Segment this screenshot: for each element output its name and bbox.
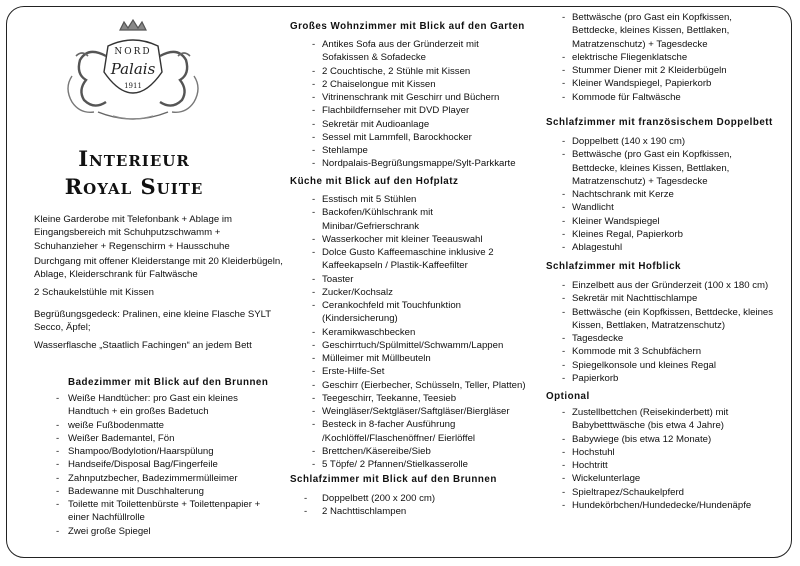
list-item: - Dolce Gusto Kaffeemaschine inklusive 2 Kaffeekapseln / Plastik-Kaffeefilter <box>312 246 528 273</box>
section-heading-schlafzimmer-franzoesisch: Schlafzimmer mit französischem Doppelbett <box>546 117 773 128</box>
list-item: - Papierkorb <box>562 372 776 385</box>
list-item: - 5 Töpfe/ 2 Pfannen/Stielkasserolle <box>312 458 528 471</box>
list-item: - 2 Chaiselongue mit Kissen <box>312 78 528 91</box>
page-title-line1: Interieur <box>78 146 190 171</box>
list-item: - Handseife/Disposal Bag/Fingerfeile <box>56 458 266 471</box>
list-item: - Kommode mit 3 Schubfächern <box>562 345 776 358</box>
intro-paragraph: Begrüßungsgedeck: Pralinen, eine kleine Flasche SYLT Secco, Äpfel; <box>34 309 271 334</box>
list-item: - Antikes Sofa aus der Gründerzeit mit Sofakissen & Sofadecke <box>312 38 528 65</box>
page-title-line2: Royal Suite <box>64 174 204 199</box>
list-item: - Ablagestuhl <box>562 241 776 254</box>
list-item: - Brettchen/Käsereibe/Sieb <box>312 445 528 458</box>
list-item: - Sekretär mit Audioanlage <box>312 118 528 131</box>
list-item: - Esstisch mit 5 Stühlen <box>312 193 528 206</box>
list-item: - Wickelunterlage <box>562 472 776 485</box>
list-item: - Bettwäsche (pro Gast ein Kopfkissen, Bettdecke, kleines Kissen, Bettlaken, Matratzenschutz) + Tagesdecke <box>562 11 776 51</box>
list-item: - Kleiner Wandspiegel, Papierkorb <box>562 77 776 90</box>
list-item: - Keramikwaschbecken <box>312 326 528 339</box>
list-item: - Tagesdecke <box>562 332 776 345</box>
list-item: - Hochstuhl <box>562 446 776 459</box>
nord-palais-logo <box>58 16 208 128</box>
section-heading-schlafzimmer-brunnen: Schlafzimmer mit Blick auf den Brunnen <box>290 474 497 485</box>
list-item: - Stummer Diener mit 2 Kleiderbügeln <box>562 64 776 77</box>
section-heading-wohnzimmer: Großes Wohnzimmer mit Blick auf den Garten <box>290 21 525 32</box>
list-item: - Geschirrtuch/Spülmittel/Schwamm/Lappen <box>312 339 528 352</box>
list-item: - Bettwäsche (ein Kopfkissen, Bettdecke, kleines Kissen, Bettlaken, Matratzenschutz) <box>562 306 776 333</box>
list-schlafzimmer-brunnen-continued <box>562 11 776 104</box>
intro-paragraph: Wasserflasche „Staatlich Fachingen“ an jedem Bett <box>34 340 252 351</box>
section-heading-optional: Optional <box>546 391 590 402</box>
logo-palais-text: Palais <box>110 60 156 78</box>
list-item: - Weiße Handtücher: pro Gast ein kleines Handtuch + ein großes Badetuch <box>56 392 266 419</box>
list-item: - Nachtschrank mit Kerze <box>562 188 776 201</box>
intro-paragraph: Kleine Garderobe mit Telefonbank + Ablage im Eingangsbereich mit Schuhputzschwamm + Schuhanzieher + Regenschirm + Hausschuhe <box>34 214 232 252</box>
list-item: - Zwei große Spiegel <box>56 525 266 538</box>
list-item: - Zustellbettchen (Reisekinderbett) mit Babybetttwäsche (bis etwa 4 Jahre) <box>562 406 776 433</box>
list-schlafzimmer-brunnen <box>304 492 520 519</box>
list-item: - Weingläser/Sektgläser/Saftgläser/Biergläser <box>312 405 528 418</box>
section-heading-schlafzimmer-hof: Schlafzimmer mit Hofblick <box>546 261 681 272</box>
list-item: - Hochtritt <box>562 459 776 472</box>
logo-year-text: 1911 <box>124 82 142 90</box>
list-item: - Badewanne mit Duschhalterung <box>56 485 266 498</box>
list-item: - Toaster <box>312 273 528 286</box>
list-item: - Zahnputzbecher, Badezimmermülleimer <box>56 472 266 485</box>
intro-paragraph: 2 Schaukelstühle mit Kissen <box>34 287 154 298</box>
list-item: - Wandlicht <box>562 201 776 214</box>
list-optional <box>562 406 776 512</box>
list-item: - Flachbildfernseher mit DVD Player <box>312 104 528 117</box>
list-item: - Zucker/Kochsalz <box>312 286 528 299</box>
list-schlafzimmer-franzoesisch <box>562 135 776 254</box>
list-kueche <box>312 193 528 471</box>
logo-nord-text: NORD <box>114 47 152 57</box>
list-item: - Mülleimer mit Müllbeuteln <box>312 352 528 365</box>
list-item: - Cerankochfeld mit Touchfunktion (Kindersicherung) <box>312 299 528 326</box>
list-item: - Sekretär mit Nachttischlampe <box>562 292 776 305</box>
list-item: - Vitrinenschrank mit Geschirr und Büchern <box>312 91 528 104</box>
list-item: - Bettwäsche (pro Gast ein Kopfkissen, Bettdecke, kleines Kissen, Bettlaken, Matratzenschutz) + Tagesdecke <box>562 148 776 188</box>
list-item: - elektrische Fliegenklatsche <box>562 51 776 64</box>
list-item: - Toilette mit Toilettenbürste + Toilettenpapier + einer Nachfüllrolle <box>56 498 266 525</box>
list-item: - weiße Fußbodenmatte <box>56 419 266 432</box>
list-item: - Babywiege (bis etwa 12 Monate) <box>562 433 776 446</box>
list-item: - Spiegelkonsole und kleines Regal <box>562 359 776 372</box>
logo-crest-icon <box>58 16 208 128</box>
list-item: - Kleiner Wandspiegel <box>562 215 776 228</box>
list-item: - Wasserkocher mit kleiner Teeauswahl <box>312 233 528 246</box>
list-item: - Hundekörbchen/Hundedecke/Hundenäpfe <box>562 499 776 512</box>
section-heading-kueche: Küche mit Blick auf den Hofplatz <box>290 176 459 187</box>
list-item: - Kleines Regal, Papierkorb <box>562 228 776 241</box>
list-wohnzimmer <box>312 38 528 171</box>
list-item: - Einzelbett aus der Gründerzeit (100 x 180 cm) <box>562 279 776 292</box>
intro-paragraph: Durchgang mit offener Kleiderstange mit 20 Kleiderbügeln, Ablage, Kleiderschrank für Faltwäsche <box>34 256 283 281</box>
list-item: - Erste-Hilfe-Set <box>312 365 528 378</box>
list-item: - Spieltrapez/Schaukelpferd <box>562 486 776 499</box>
list-item: - Backofen/Kühlschrank mit Minibar/Gefrierschrank <box>312 206 528 233</box>
list-item: - Stehlampe <box>312 144 528 157</box>
list-item: - Teegeschirr, Teekanne, Teesieb <box>312 392 528 405</box>
list-item: - Shampoo/Bodylotion/Haarspülung <box>56 445 266 458</box>
list-item: - Geschirr (Eierbecher, Schüsseln, Teller, Platten) <box>312 379 528 392</box>
section-heading-bad: Badezimmer mit Blick auf den Brunnen <box>68 377 269 388</box>
list-schlafzimmer-hof <box>562 279 776 385</box>
list-item: - Doppelbett (200 x 200 cm) <box>304 492 520 505</box>
list-item: - 2 Nachttischlampen <box>304 505 520 518</box>
list-item: - Weißer Bademantel, Fön <box>56 432 266 445</box>
list-item: - Doppelbett (140 x 190 cm) <box>562 135 776 148</box>
list-item: - Kommode für Faltwäsche <box>562 91 776 104</box>
list-item: - Besteck in 8-facher Ausführung /Kochlöffel/Flaschenöffner/ Eierlöffel <box>312 418 528 445</box>
list-item: - Sessel mit Lammfell, Barockhocker <box>312 131 528 144</box>
list-item: - 2 Couchtische, 2 Stühle mit Kissen <box>312 65 528 78</box>
list-item: - Nordpalais-Begrüßungsmappe/Sylt-Parkkarte <box>312 157 528 170</box>
list-bad <box>56 392 266 538</box>
